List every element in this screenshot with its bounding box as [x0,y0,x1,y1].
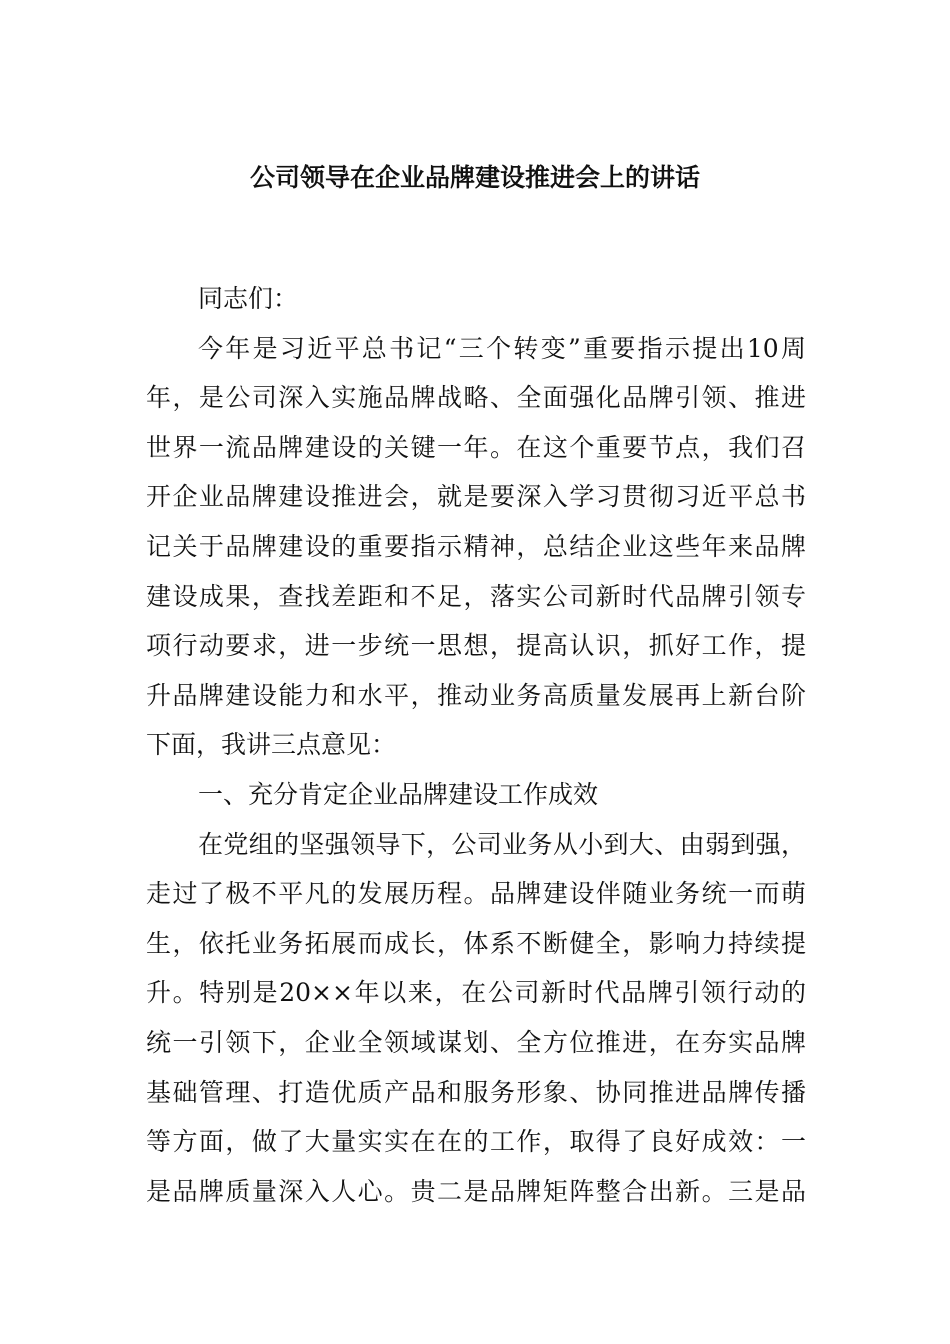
paragraph-line: 记关于品牌建设的重要指示精神，总结企业这些年来品牌 [146,531,806,561]
paragraph-line: 在党组的坚强领导下，公司业务从小到大、由弱到强， [198,829,806,859]
paragraph-line: 生，依托业务拓展而成长，体系不断健全，影响力持续提 [146,928,806,958]
paragraph-line: 开企业品牌建设推进会，就是要深入学习贯彻习近平总书 [146,482,806,512]
paragraph-line: 升品牌建设能力和水平，推动业务高质量发展再上新台阶 [146,680,806,710]
paragraph-line: 世界一流品牌建设的关键一年。在这个重要节点，我们召 [146,432,806,462]
document-title: 公司领导在企业品牌建设推进会上的讲话 [249,163,700,192]
paragraph-line: 等方面，做了大量实实在在的工作，取得了良好成效：一 [146,1127,806,1157]
paragraph-line: 年，是公司深入实施品牌战略、全面强化品牌引领、推进 [146,383,806,413]
paragraph-line: 基础管理、打造优质产品和服务形象、协同推进品牌传播 [146,1077,806,1107]
paragraph-line: 是品牌质量深入人心。贵二是品牌矩阵整合出新。三是品 [146,1176,806,1206]
paragraph-line: 建设成果，查找差距和不足，落实公司新时代品牌引领专 [146,581,806,611]
paragraph-line: 升。特别是20××年以来，在公司新时代品牌引领行动的 [146,978,806,1008]
section-heading: 一、充分肯定企业品牌建设工作成效 [198,779,599,809]
salutation: 同志们： [198,284,299,313]
paragraph-line: 下面，我讲三点意见： [146,730,397,760]
paragraph-line: 统一引领下，企业全领域谋划、全方位推进，在夯实品牌 [146,1027,806,1057]
paragraph-line: 今年是习近平总书记“三个转变”重要指示提出10周 [198,333,806,363]
paragraph-line: 走过了极不平凡的发展历程。品牌建设伴随业务统一而萌 [146,879,806,909]
paragraph-line: 项行动要求，进一步统一思想，提高认识，抓好工作，提 [146,631,806,661]
document-body [146,274,806,1216]
